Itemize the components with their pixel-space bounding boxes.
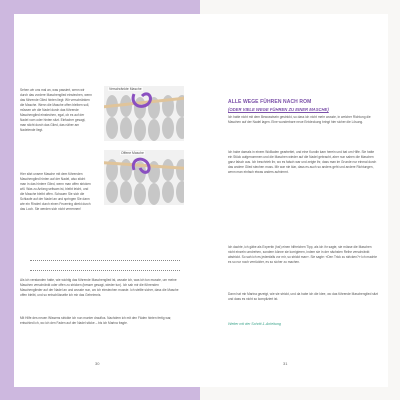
fourth-paragraph bbox=[20, 316, 180, 338]
separator-dotted-line bbox=[30, 270, 180, 272]
right-paragraph-2: Ich habe damals in einem Wollladen gearbeitet, und eine Kundin kam herein und bat um Hilfe. Sie hatte ein Stück aufgenommen und die Maschen wieder auf die Nadel gebracht, aber nun sahen die Maschen ganz falsch aus. Ich beschrieb ihr, wo es falsch war und zeigte ihr, dass man im Grunde nur einmal durch das andere Glied stechen muss. Mir war nie klar, dass es auch so anders geht und andere Richtungen, wenn man einfach etwas anders aufnimmt. bbox=[228, 150, 377, 174]
right-paragraph-1: Ich hatte nicht mit dem Bewusstsein gestrickt, so dass ich nicht mehr wusste, in welcher Richtung die Maschen auf der Nadel lagen. Eine wunderbare neue Entdeckung bringt hier sicher die Lösung. bbox=[228, 115, 371, 124]
open-stitch-illustration bbox=[104, 150, 184, 205]
second-paragraph-text: Hier sitzt unsere Masche mit dem führenden Maschenglied hinten auf der Nadel, also sticht man in das hintere Glied, wenn man offen stricken will. Was zu Anfang seltsam ist, bleibt leicht, und die Masche bleibt offen. Schauen Sie sich die Schlaufe auf der Nadel an und springen Sie dann wie ein Rinderl durch einen Feuerring direkt durch das Loch. Sie werden sich nicht verrennen! bbox=[20, 172, 91, 211]
third-paragraph bbox=[20, 278, 180, 312]
twisted-stitch-label: Verschränkte Masche bbox=[109, 87, 142, 91]
open-stitch-label: Offene Masche bbox=[121, 151, 144, 155]
page-number-right: 31 bbox=[283, 361, 288, 366]
section-heading-block bbox=[228, 99, 378, 112]
twisted-stitch-drawing bbox=[104, 86, 184, 141]
right-paragraph-3: Ich dachte, ich gäbe als Expertin (ha!) einen hilfreichen Tipp, als ich ihr sagte, sie müsse die Maschen nicht einzeln umdrehen, sondern könne sie korrigieren, indem sie in der nächsten Reihe verschränkt abstrickt. So sah ich es jedenfalls vor mir, so strickt man». Sie sagte: «Den Trick zu stricken?» Ich machte es so nur noch verrückter, es so sicher zu machen. bbox=[228, 245, 377, 264]
separator-dotted-line bbox=[30, 260, 180, 262]
intro-paragraph-text: Sehen wir uns mal an, was passiert, wenn wir durch das vordere Maschenglied einstechen, wenn das führende Glied hinten liegt: Wir verschränken die Masche. Wenn die Masche offen bleiben soll, müssen wir die Nadel durch das führende Maschenglied einstechen, egal, ob es auf der Nadel vorn oder hinten sitzt. Einfacher gesagt, man sticht durch das Glied, das näher am Nadelende liegt. bbox=[20, 88, 92, 132]
twisted-stitch-illustration bbox=[104, 86, 184, 141]
second-paragraph bbox=[20, 172, 92, 252]
section-subheading: (ODER VIELE WEGE FÜHREN ZU EINER MASCHE) bbox=[228, 107, 329, 112]
right-paragraph-4: Dann hat mir Marina gezeigt, wie sie strickt, und da habe ich die Idee, wo das führende Maschenglied sitzt und dass es nicht so kompliziert ist. bbox=[228, 292, 378, 301]
open-stitch-drawing bbox=[104, 150, 184, 205]
intro-paragraph bbox=[20, 88, 92, 166]
side-note: Weiter mit der Schritt-1-Anleitung bbox=[228, 322, 281, 326]
fourth-paragraph-text: Mit Hilfe des neuen Wissens strickte ich nun munter drauflos. Nachdem ich mit den Fäden hinten fertig war, entschied ich, wo ich den Faden auf der Nadel sticke – bis ich Marina fragte. bbox=[20, 316, 172, 325]
section-heading: ALLE WEGE FÜHREN NACH ROM bbox=[228, 99, 312, 105]
page-number-left: 30 bbox=[95, 361, 100, 366]
third-paragraph-text: Als ich verstanden hatte, wie wichtig das führende Maschenglied ist, wusste ich, was ich tun musste, um meine Maschen verschränkt oder offen zu stricken (besser gesagt, wieder tun). Ich sah mir die führenden Maschenglieder auf der Nadel an und wusste nun, wo ich einstechen musste. Ich stellte sicher, dass die Masche offen bleibt, und so entschlüsselte ich mir das Geheimnis. bbox=[20, 278, 179, 297]
